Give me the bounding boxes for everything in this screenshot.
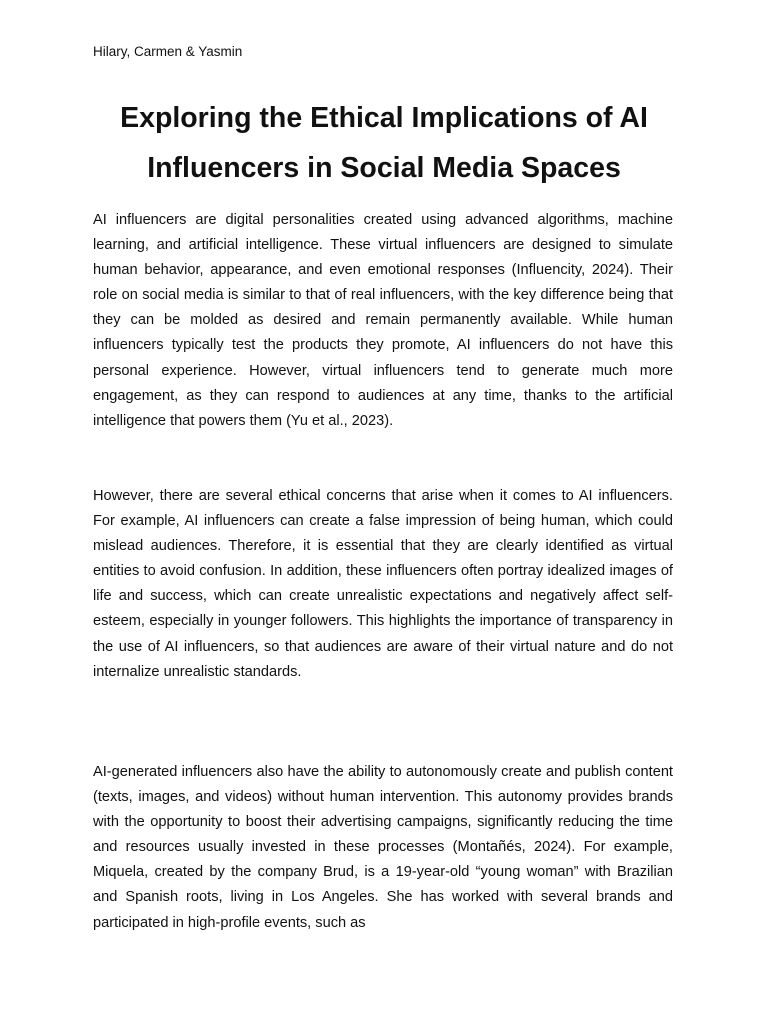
- body-paragraph-2: However, there are several ethical concerns that arise when it comes to AI influencers. For example, AI influencers can create a false impression of being human, which could mislead audiences. Therefore, it is essential that they are clearly identified as virtual entities to avoid confusion. In addition, these influencers often portray idealized images of life and success, which can create unrealistic expectations and negatively affect self-esteem, especially in younger followers. This highlights the importance of transparency in the use of AI influencers, so that audiences are aware of their virtual nature and do not internalize unrealistic standards.: [93, 488, 673, 680]
- body-paragraph-3: AI-generated influencers also have the ability to autonomously create and publish content (texts, images, and videos) without human intervention. This autonomy provides brands with the opportunity to boost their advertising campaigns, significantly reducing the time and resources usually invested in these processes (Montañés, 2024). For example, Miquela, created by the company Brud, is a 19-year-old “young woman” with Brazilian and Spanish roots, living in Los Angeles. She has worked with several brands and participated in high-profile events, such as: [93, 764, 673, 931]
- author-line: Hilary, Carmen & Yasmin: [93, 44, 243, 59]
- body-paragraph-1: AI influencers are digital personalities created using advanced algorithms, machine learning, and artificial intelligence. These virtual influencers are designed to simulate human behavior, appearance, and even emotional responses (Influencity, 2024). Their role on social media is similar to that of real influencers, with the key difference being that they can be molded as desired and remain permanently available. While human influencers typically test the products they promote, AI influencers do not have this personal experience. However, virtual influencers tend to generate much more engagement, as they can respond to audiences at any time, thanks to the artificial intelligence that powers them (Yu et al., 2023).: [93, 212, 673, 429]
- document-title: Exploring the Ethical Implications of AI Influencers in Social Media Spaces: [120, 102, 648, 184]
